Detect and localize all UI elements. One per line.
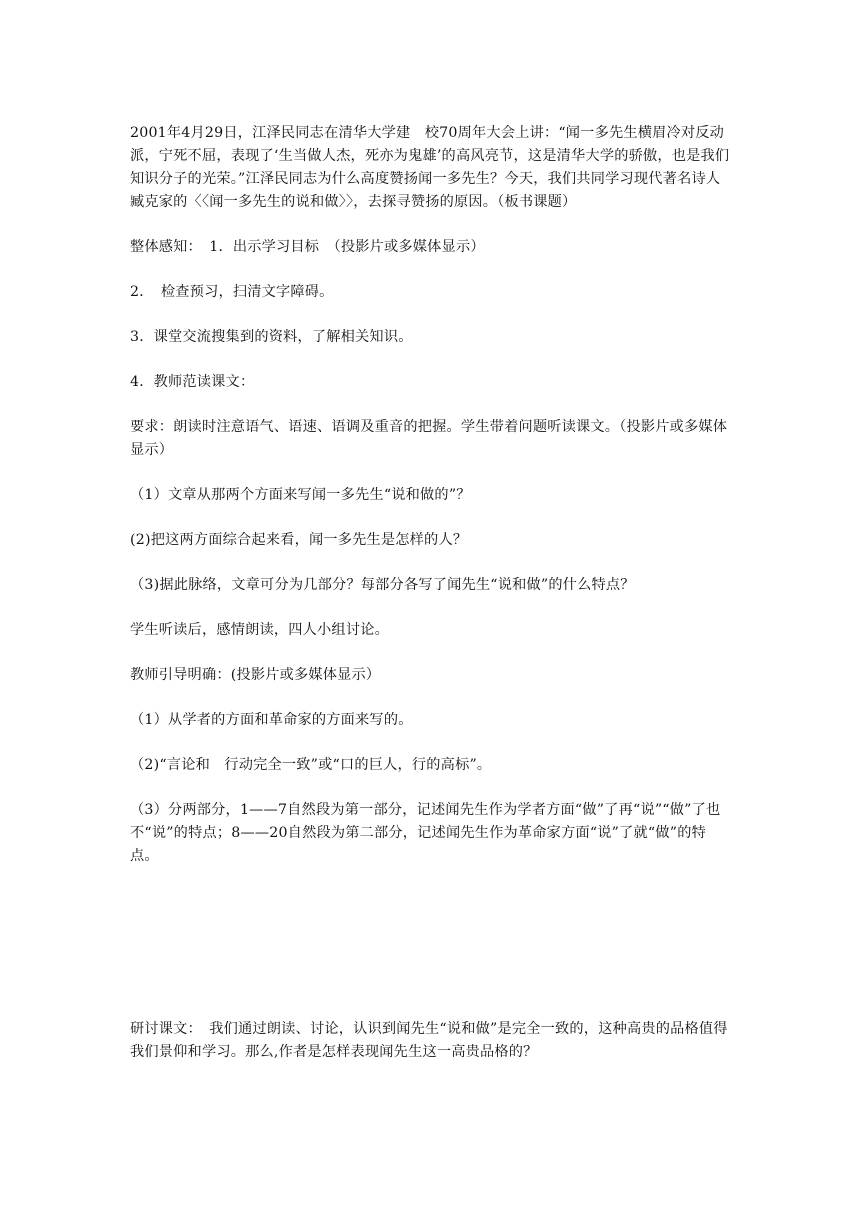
step-3-paragraph: 3．课堂交流搜集到的资料，了解相关知识。 — [130, 329, 413, 345]
blank-space — [130, 890, 732, 1018]
student-activity-paragraph: 学生听读后，感情朗读，四人小组讨论。 — [130, 622, 389, 638]
step-2-paragraph: 2． 检查预习，扫清文字障碍。 — [130, 284, 334, 300]
answer-1-paragraph: （1）从学者的方面和革命家的方面来写的。 — [130, 712, 413, 728]
document-body — [130, 122, 732, 1086]
question-3-paragraph: （3)据此脉络，文章可分为几部分？每部分各写了闻先生“说和做”的什么特点？ — [130, 577, 635, 593]
answer-2-paragraph: （2)“言论和 行动完全一致”或“口的巨人，行的高标”。 — [130, 757, 492, 773]
step-4-paragraph: 4．教师范读课文： — [130, 374, 255, 390]
question-2-paragraph: (2)把这两方面综合起来看，闻一多先生是怎样的人？ — [130, 532, 468, 548]
question-1-paragraph: （1）文章从那两个方面来写闻一多先生“说和做的”？ — [130, 487, 471, 503]
requirements-paragraph: 要求：朗读时注意语气、语速、语调及重音的把握。学生带着问题听读课文。（投影片或多媒体显示） — [130, 419, 728, 458]
intro-paragraph: 2001年4月29日，江泽民同志在清华大学建 校70周年大会上讲：“闻一多先生横眉冷对反动派，宁死不屈，表现了‘生当做人杰，死亦为鬼雄’的高风亮节，这是清华大学的骄傲，也是我们知识分子的光荣。”江泽民同志为什么高度赞扬闻一多先生？今天，我们共同学习现代著名诗人臧克家的〈〈闻一多先生的说和做〉〉，去探寻赞扬的原因。（板书课题） — [130, 125, 730, 210]
teacher-guidance-paragraph: 教师引导明确：(投影片或多媒体显示） — [130, 667, 381, 683]
answer-3-paragraph: （3）分两部分，1——7自然段为第一部分，记述闻先生作为学者方面“做”了再“说”“做”了也不“说”的特点；8——20自然段为第二部分，记述闻先生作为革命家方面“说”了就“做”的特点。 — [130, 802, 721, 864]
discussion-paragraph: 研讨课文： 我们通过朗读、讨论，认识到闻先生“说和做”是完全一致的，这种高贵的品格值得我们景仰和学习。那么,作者是怎样表现闻先生这一高贵品格的？ — [130, 1021, 728, 1060]
overall-perception-paragraph: 整体感知： 1．出示学习目标 （投影片或多媒体显示） — [130, 239, 485, 255]
